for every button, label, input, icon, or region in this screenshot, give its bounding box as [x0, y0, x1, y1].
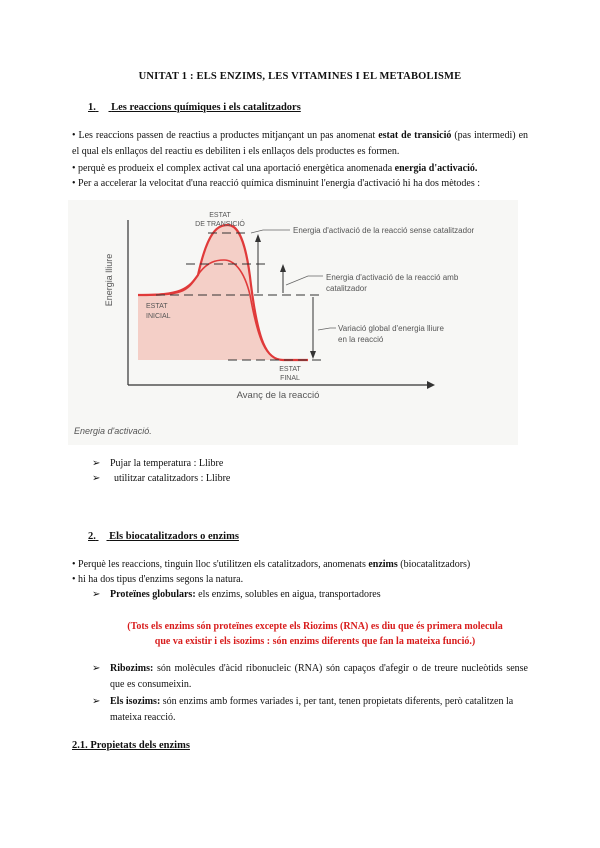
section-2-bullet-2 — [72, 572, 532, 588]
sub-item-term: Proteïnes globulars: — [110, 589, 196, 600]
method-list-item — [92, 456, 223, 472]
transition-state-label: ESTAT — [209, 212, 231, 219]
bullet-text: perquè es produeix el complex activat cal una aportació energètica anomenada — [78, 163, 393, 174]
arrowhead — [255, 234, 261, 242]
section-1-number: 1. — [88, 102, 96, 113]
final-state-label: ESTAT — [279, 366, 301, 373]
catalysed-activation-label: catalitzador — [326, 284, 367, 293]
method-text: Pujar la temperatura : Llibre — [110, 458, 224, 469]
bullet-marker: • — [72, 178, 76, 189]
enzyme-note-line-2: que va existir i els isozims : són enzims diferents que fan la mateixa funció.) — [154, 636, 476, 647]
final-state-label: FINAL — [280, 375, 300, 382]
sub-item-ribozymes — [92, 661, 528, 693]
sub-item-term: Els isozims: — [110, 696, 161, 707]
section-2-title: Els biocatalitzadors o enzims — [109, 531, 239, 542]
section-1-bullet-3 — [72, 176, 542, 192]
bullet-bold-term: energia d'activació. — [394, 163, 478, 174]
uncatalysed-activation-label: Energia d'activació de la reacció sense catalitzador — [293, 226, 475, 235]
initial-state-label: INICIAL — [146, 313, 171, 320]
uncatalysed-label-leader — [251, 230, 290, 233]
section-1-bullet-2 — [72, 161, 532, 177]
enzyme-note — [90, 619, 540, 649]
sub-item-text: els enzims, solubles en aigua, transportadores — [198, 589, 381, 600]
sub-item-globular-proteins — [92, 587, 532, 603]
bullet-text: Per a accelerar la velocitat d'una reacció química disminuint l'energia d'activació hi ha dos mètodes : — [78, 178, 481, 189]
global-variation-label: Variació global d'energia lliure — [338, 324, 444, 333]
section-2-heading — [88, 531, 239, 542]
bullet-text: Perquè les reaccions, tinguin lloc s'utilitzen els catalitzadors, anomenats — [78, 559, 366, 570]
sub-item-isozymes — [92, 694, 528, 726]
bullet-bold-term: enzims — [368, 559, 398, 570]
y-axis-label: Energia lliure — [104, 253, 114, 307]
bullet-bold-term: estat de transició — [378, 130, 452, 141]
arrowhead — [310, 351, 316, 359]
x-axis-label: Avanç de la reacció — [236, 390, 320, 401]
global-label-leader — [318, 328, 336, 330]
arrow-bullet-icon: ➢ — [92, 696, 101, 707]
arrow-bullet-icon: ➢ — [92, 663, 101, 674]
catalysed-activation-label: Energia d'activació de la reacció amb — [326, 273, 459, 282]
bullet-marker: • — [72, 163, 76, 174]
sub-item-text: són enzims amb formes variades i, per tant, tenen propietats diferents, però catalitzen la mateixa reacció. — [110, 696, 514, 723]
section-2-bullet-1 — [72, 557, 542, 573]
bullet-marker: • — [72, 559, 76, 570]
bullet-marker: • — [72, 130, 76, 141]
global-variation-label: en la reacció — [338, 335, 384, 344]
section-1-heading — [88, 102, 301, 113]
initial-state-label: ESTAT — [146, 303, 168, 310]
figure-caption: Energia d'activació. — [74, 426, 152, 436]
section-1-title: Les reaccions químiques i els catalitzadors — [111, 102, 301, 113]
arrow-bullet-icon: ➢ — [92, 458, 101, 469]
x-axis-arrowhead — [427, 381, 435, 389]
page-title: UNITAT 1 : ELS ENZIMS, LES VITAMINES I EL METABOLISME — [138, 71, 462, 82]
arrow-bullet-icon: ➢ — [92, 473, 101, 484]
arrowhead — [280, 264, 286, 272]
transition-state-label: DE TRANSICIÓ — [195, 221, 245, 228]
activation-energy-diagram — [68, 200, 518, 445]
sub-item-text: són molècules d'àcid ribonucleic (RNA) són capaços d'afegir o de treure nucleòtids sense que es consumeixin. — [110, 663, 528, 690]
bullet-text: hi ha dos tipus d'enzims segons la natura. — [78, 574, 244, 585]
arrow-bullet-icon: ➢ — [92, 589, 101, 600]
method-list-item — [92, 471, 230, 487]
sub-item-term: Ribozims: — [110, 663, 154, 674]
bullet-marker: • — [72, 574, 76, 585]
section-2-1-heading: 2.1. Propietats dels enzims — [72, 740, 190, 751]
method-text: utilitzar catalitzadors : Llibre — [114, 473, 231, 484]
section-2-number: 2. — [88, 531, 96, 542]
catalysed-label-leader — [286, 276, 323, 285]
enzyme-note-line-1: (Tots els enzims són proteïnes excepte els Riozims (RNA) es diu que és primera molecula — [127, 621, 503, 632]
bullet-text: (biocatalitzadors) — [400, 559, 471, 570]
bullet-text: Les reaccions passen de reactius a productes mitjançant un pas anomenat — [78, 130, 376, 141]
activation-energy-figure — [68, 200, 518, 445]
bullet-text: (pas intermedi) en el qual els enllaços del reactiu es debiliten i els enllaços dels productes es formen. — [72, 130, 529, 157]
section-1-bullet-1 — [72, 128, 528, 160]
